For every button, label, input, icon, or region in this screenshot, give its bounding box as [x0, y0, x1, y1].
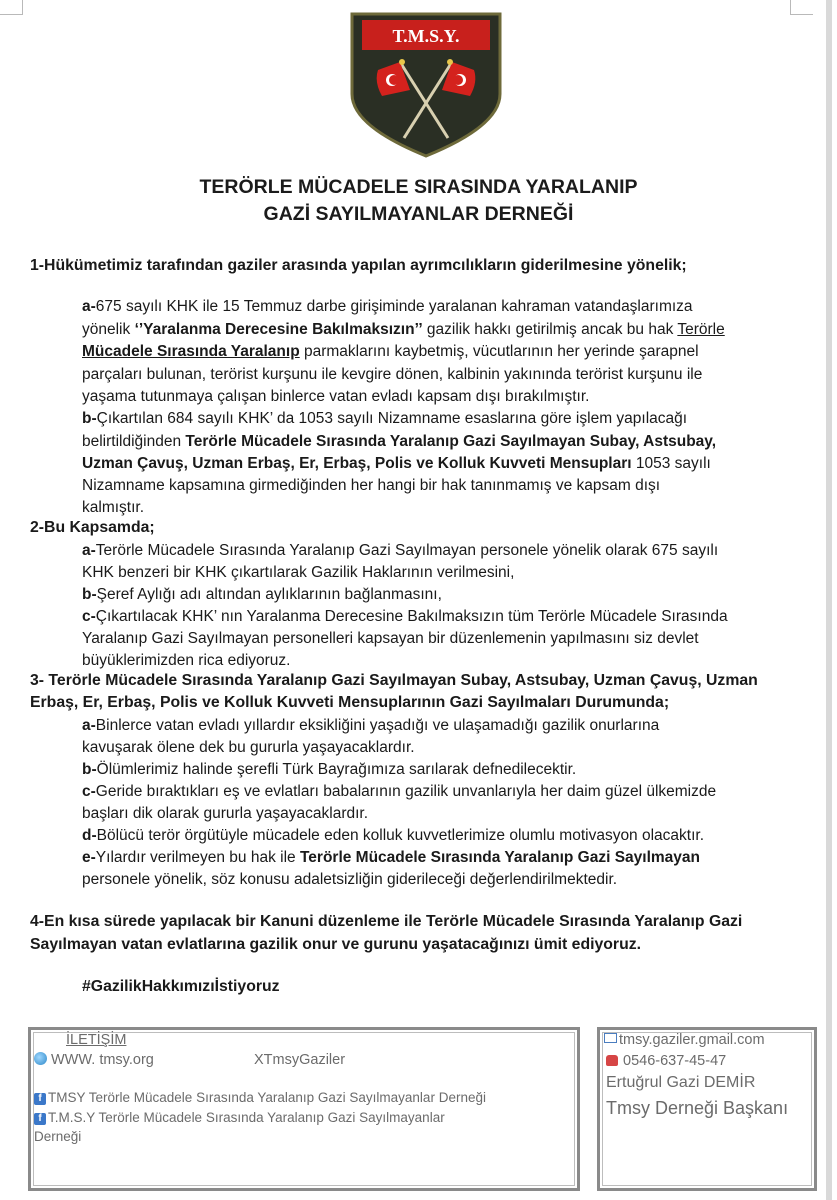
section-3-heading-line-1: 3- Terörle Mücadele Sırasında Yaralanıp Gazi Sayılmayan Subay, Astsubay, Uzman Çavuş, Uzman — [30, 672, 758, 689]
s2-c-line-1: c-Çıkartılacak KHK’ nın Yaralanma Derecesine Bakılmaksızın tüm Terörle Mücadele Sırasında — [82, 608, 728, 625]
globe-icon — [34, 1052, 47, 1065]
contact-header: İLETİŞİM — [66, 1032, 127, 1048]
section-4-line-2: Sayılmayan vatan evlatlarına gazilik onur ve gurunu yaşatacağınızı ümit ediyoruz. — [30, 936, 642, 953]
logo-text: T.M.S.Y. — [392, 26, 460, 46]
s2-b-line-1: b-Şeref Aylığı adı altından aylıklarının bağlanmasını, — [82, 586, 442, 603]
s2-c-line-3: büyüklerimizden rica ediyoruz. — [82, 652, 291, 669]
s1-a-line-3: Mücadele Sırasında Yaralanıp parmaklarını kaybetmiş, vücutlarının her yerinde şarapnel — [82, 343, 699, 360]
facebook-page-1[interactable]: f TMSY Terörle Mücadele Sırasında Yaralanıp Gazi Sayılmayanlar Derneği — [34, 1090, 486, 1105]
tmsy-logo — [348, 10, 504, 160]
hashtag: #GazilikHakkımızıİstiyoruz — [82, 978, 280, 995]
phone-number[interactable]: 0546-637-45-47 — [606, 1053, 726, 1069]
s3-a-line-1: a-Binlerce vatan evladı yıllardır eksikliğini yaşadığı ve ulaşamadığı gazilik onurlarına — [82, 717, 660, 734]
phone-icon — [606, 1055, 618, 1066]
email-link[interactable]: tmsy.gaziler.gmail.com — [604, 1032, 765, 1048]
s2-a-line-2: KHK benzeri bir KHK çıkartılarak Gazilik Haklarının verilmesini, — [82, 564, 515, 581]
section-2-heading: 2-Bu Kapsamda; — [30, 519, 155, 536]
s1-b-line-3: Uzman Çavuş, Uzman Erbaş, Er, Erbaş, Polis ve Kolluk Kuvveti Mensupları 1053 sayılı — [82, 455, 711, 472]
s3-e-line-2: personele yönelik, söz konusu adaletsizliğin giderileceği değerlendirilmektedir. — [82, 871, 618, 888]
s1-b-line-4: Nizamname kapsamına girmediğinden her hangi bir hak tanınmamış ve kapsam dışı — [82, 477, 661, 494]
president-name: Ertuğrul Gazi DEMİR — [606, 1074, 756, 1091]
s1-b-line-1: b-Çıkartılan 684 sayılı KHK’ da 1053 sayılı Nizamname esaslarına göre işlem yapılacağı — [82, 410, 688, 427]
website-link[interactable]: WWW. tmsy.org — [34, 1052, 154, 1068]
document-title-line-2: GAZİ SAYILMAYANLAR DERNEĞİ — [263, 203, 574, 225]
document-title-line-1: TERÖRLE MÜCADELE SIRASINDA YARALANIP — [199, 176, 638, 198]
s2-c-line-2: Yaralanıp Gazi Sayılmayan personelleri kapsayan bir düzenlemenin yapılmasını siz devlet — [82, 630, 699, 647]
twitter-handle[interactable]: XTmsyGaziler — [254, 1052, 346, 1068]
s1-a-line-5: yaşama tutunmaya çalışan binlerce vatan evladı kapsam dışı bırakılmıştır. — [82, 388, 590, 405]
section-4-line-1: 4-En kısa sürede yapılacak bir Kanuni düzenleme ile Terörle Mücadele Sırasında Yaralanıp Gazi — [30, 913, 743, 930]
email-icon — [604, 1033, 617, 1043]
facebook-page-2[interactable]: f T.M.S.Y Terörle Mücadele Sırasında Yaralanıp Gazi Sayılmayanlar — [34, 1110, 445, 1125]
s3-c-line-1: c-Geride bıraktıkları eş ve evlatları babalarının gazilik unvanlarıyla her daim güzel ülkemizde — [82, 783, 717, 800]
s1-a-line-2: yönelik ‘’Yaralanma Derecesine Bakılmaksızın’’ gazilik hakkı getirilmiş ancak bu hak Terörle — [82, 321, 725, 338]
facebook-page-2-cont: Derneği — [34, 1129, 82, 1144]
s3-e-line-1: e-Yılardır verilmeyen bu hak ile Terörle Mücadele Sırasında Yaralanıp Gazi Sayılmayan — [82, 849, 700, 866]
s1-a-line-4: parçaları bulunan, terörist kurşunu ile kevgire dönen, kalbinin yakınında terörist kurşunu ile — [82, 366, 703, 383]
president-role: Tmsy Derneği Başkanı — [606, 1098, 789, 1118]
s3-b-line-1: b-Ölümlerimiz halinde şerefli Türk Bayrağımıza sarılarak defnedilecektir. — [82, 761, 577, 778]
section-3-heading-line-2: Erbaş, Er, Erbaş, Polis ve Kolluk Kuvveti Mensuplarının Gazi Sayılmaları Durumunda; — [30, 694, 670, 711]
s3-c-line-2: başları dik olarak gururla yaşayacaklardır. — [82, 805, 369, 822]
crop-mark-top-right — [790, 0, 813, 15]
s2-a-line-1: a-Terörle Mücadele Sırasında Yaralanıp Gazi Sayılmayan personele yönelik olarak 675 sayılı — [82, 542, 719, 559]
crop-mark-top-left — [0, 0, 23, 15]
facebook-icon: f — [34, 1113, 46, 1125]
section-1-heading: 1-Hükümetimiz tarafından gaziler arasında yapılan ayrımcılıkların giderilmesine yönelik; — [30, 257, 687, 274]
s3-a-line-2: kavuşarak ölene dek bu gururla yaşayacaklardır. — [82, 739, 415, 756]
s3-d-line-1: d-Bölücü terör örgütüyle mücadele eden kolluk kuvvetlerimize olumlu motivasyon olacaktır. — [82, 827, 705, 844]
s1-a-line-1: a-675 sayılı KHK ile 15 Temmuz darbe girişiminde yaralanan kahraman vatandaşlarımıza — [82, 298, 693, 315]
s1-b-line-5: kalmıştır. — [82, 499, 145, 516]
facebook-icon: f — [34, 1093, 46, 1105]
s1-b-line-2: belirtildiğinden Terörle Mücadele Sırasında Yaralanıp Gazi Sayılmayan Subay, Astsubay, — [82, 433, 717, 450]
